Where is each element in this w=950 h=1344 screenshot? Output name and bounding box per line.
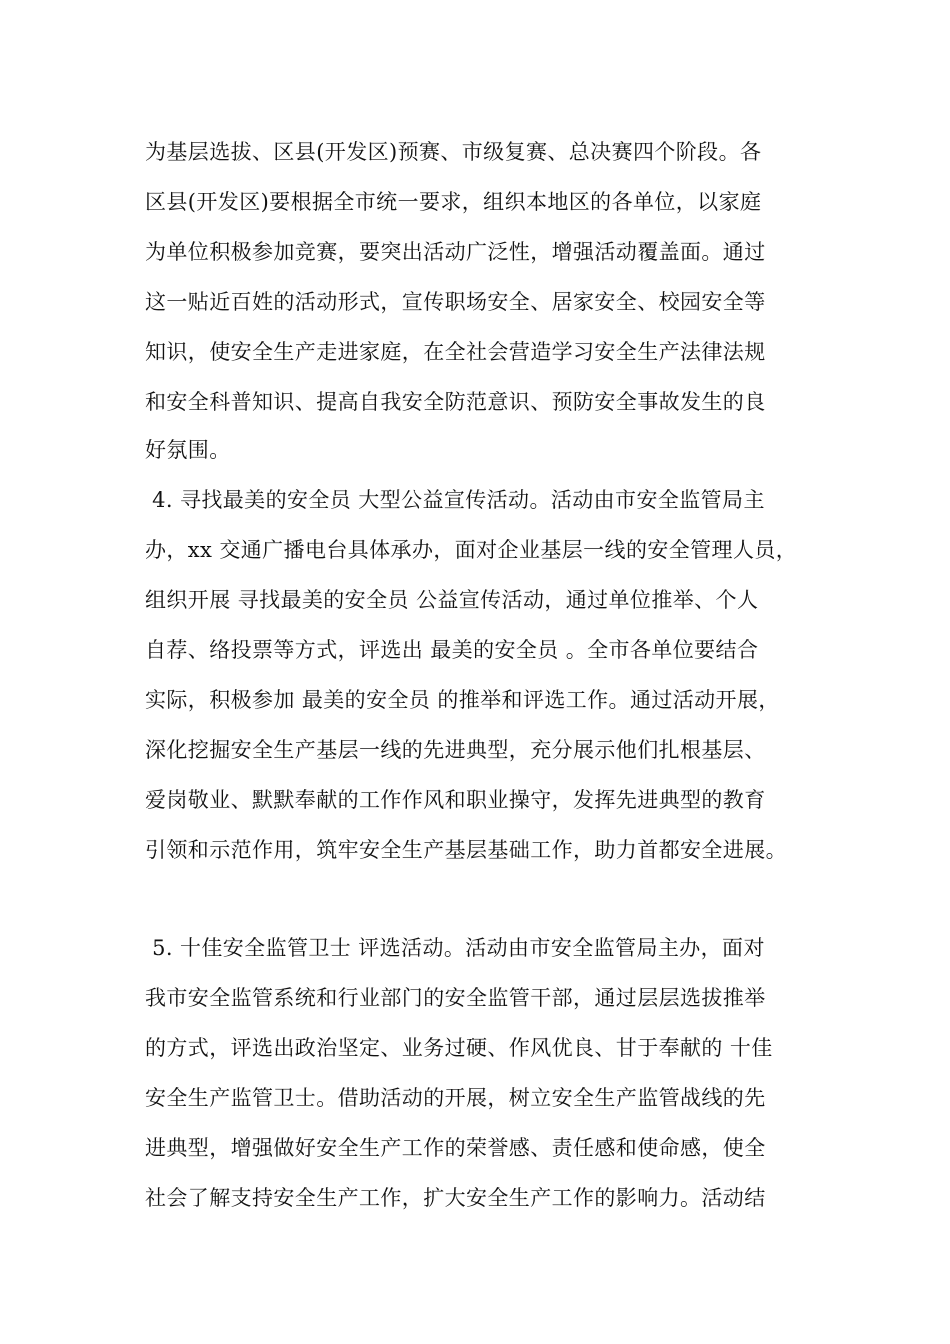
text-line: 为单位积极参加竞赛，要突出活动广泛性，增强活动覆盖面。通过 (145, 240, 766, 264)
text-line: 实际，积极参加 最美的安全员 的推举和评选工作。通过活动开展， (145, 688, 780, 712)
text-line: 4. 寻找最美的安全员 大型公益宣传活动。活动由市安全监管局主 (145, 488, 765, 512)
text-line: 办，xx 交通广播电台具体承办，面对企业基层一线的安全管理人员， (145, 538, 798, 562)
text-line: 社会了解支持安全生产工作，扩大安全生产工作的影响力。活动结 (145, 1186, 766, 1210)
text-line: 组织开展 寻找最美的安全员 公益宣传活动，通过单位推举、个人 (145, 588, 759, 612)
text-line: 安全生产监管卫士。借助活动的开展，树立安全生产监管战线的先 (145, 1086, 766, 1110)
text-line: 5. 十佳安全监管卫士 评选活动。活动由市安全监管局主办，面对 (145, 936, 765, 960)
text-line: 的方式，评选出政治坚定、业务过硬、作风优良、甘于奉献的 十佳 (145, 1036, 773, 1060)
text-line: 好氛围。 (145, 438, 231, 462)
text-line: 引领和示范作用，筑牢安全生产基层基础工作，助力首都安全进展。 (145, 838, 787, 862)
text-line: 爱岗敬业、默默奉献的工作作风和职业操守，发挥先进典型的教育 (145, 788, 766, 812)
text-line: 和安全科普知识、提高自我安全防范意识、预防安全事故发生的良 (145, 390, 766, 414)
text-line: 区县(开发区)要根据全市统一要求，组织本地区的各单位，以家庭 (145, 190, 762, 214)
text-line: 为基层选拔、区县(开发区)预赛、市级复赛、总决赛四个阶段。各 (145, 140, 762, 164)
text-line: 深化挖掘安全生产基层一线的先进典型，充分展示他们扎根基层、 (145, 738, 766, 762)
text-line: 这一贴近百姓的活动形式，宣传职场安全、居家安全、校园安全等 (145, 290, 766, 314)
text-line: 进典型，增强做好安全生产工作的荣誉感、责任感和使命感，使全 (145, 1136, 766, 1160)
text-line: 知识，使安全生产走进家庭，在全社会营造学习安全生产法律法规 (145, 340, 766, 364)
text-line: 我市安全监管系统和行业部门的安全监管干部，通过层层选拔推举 (145, 986, 766, 1010)
text-line: 自荐、络投票等方式，评选出 最美的安全员 。全市各单位要结合 (145, 638, 759, 662)
